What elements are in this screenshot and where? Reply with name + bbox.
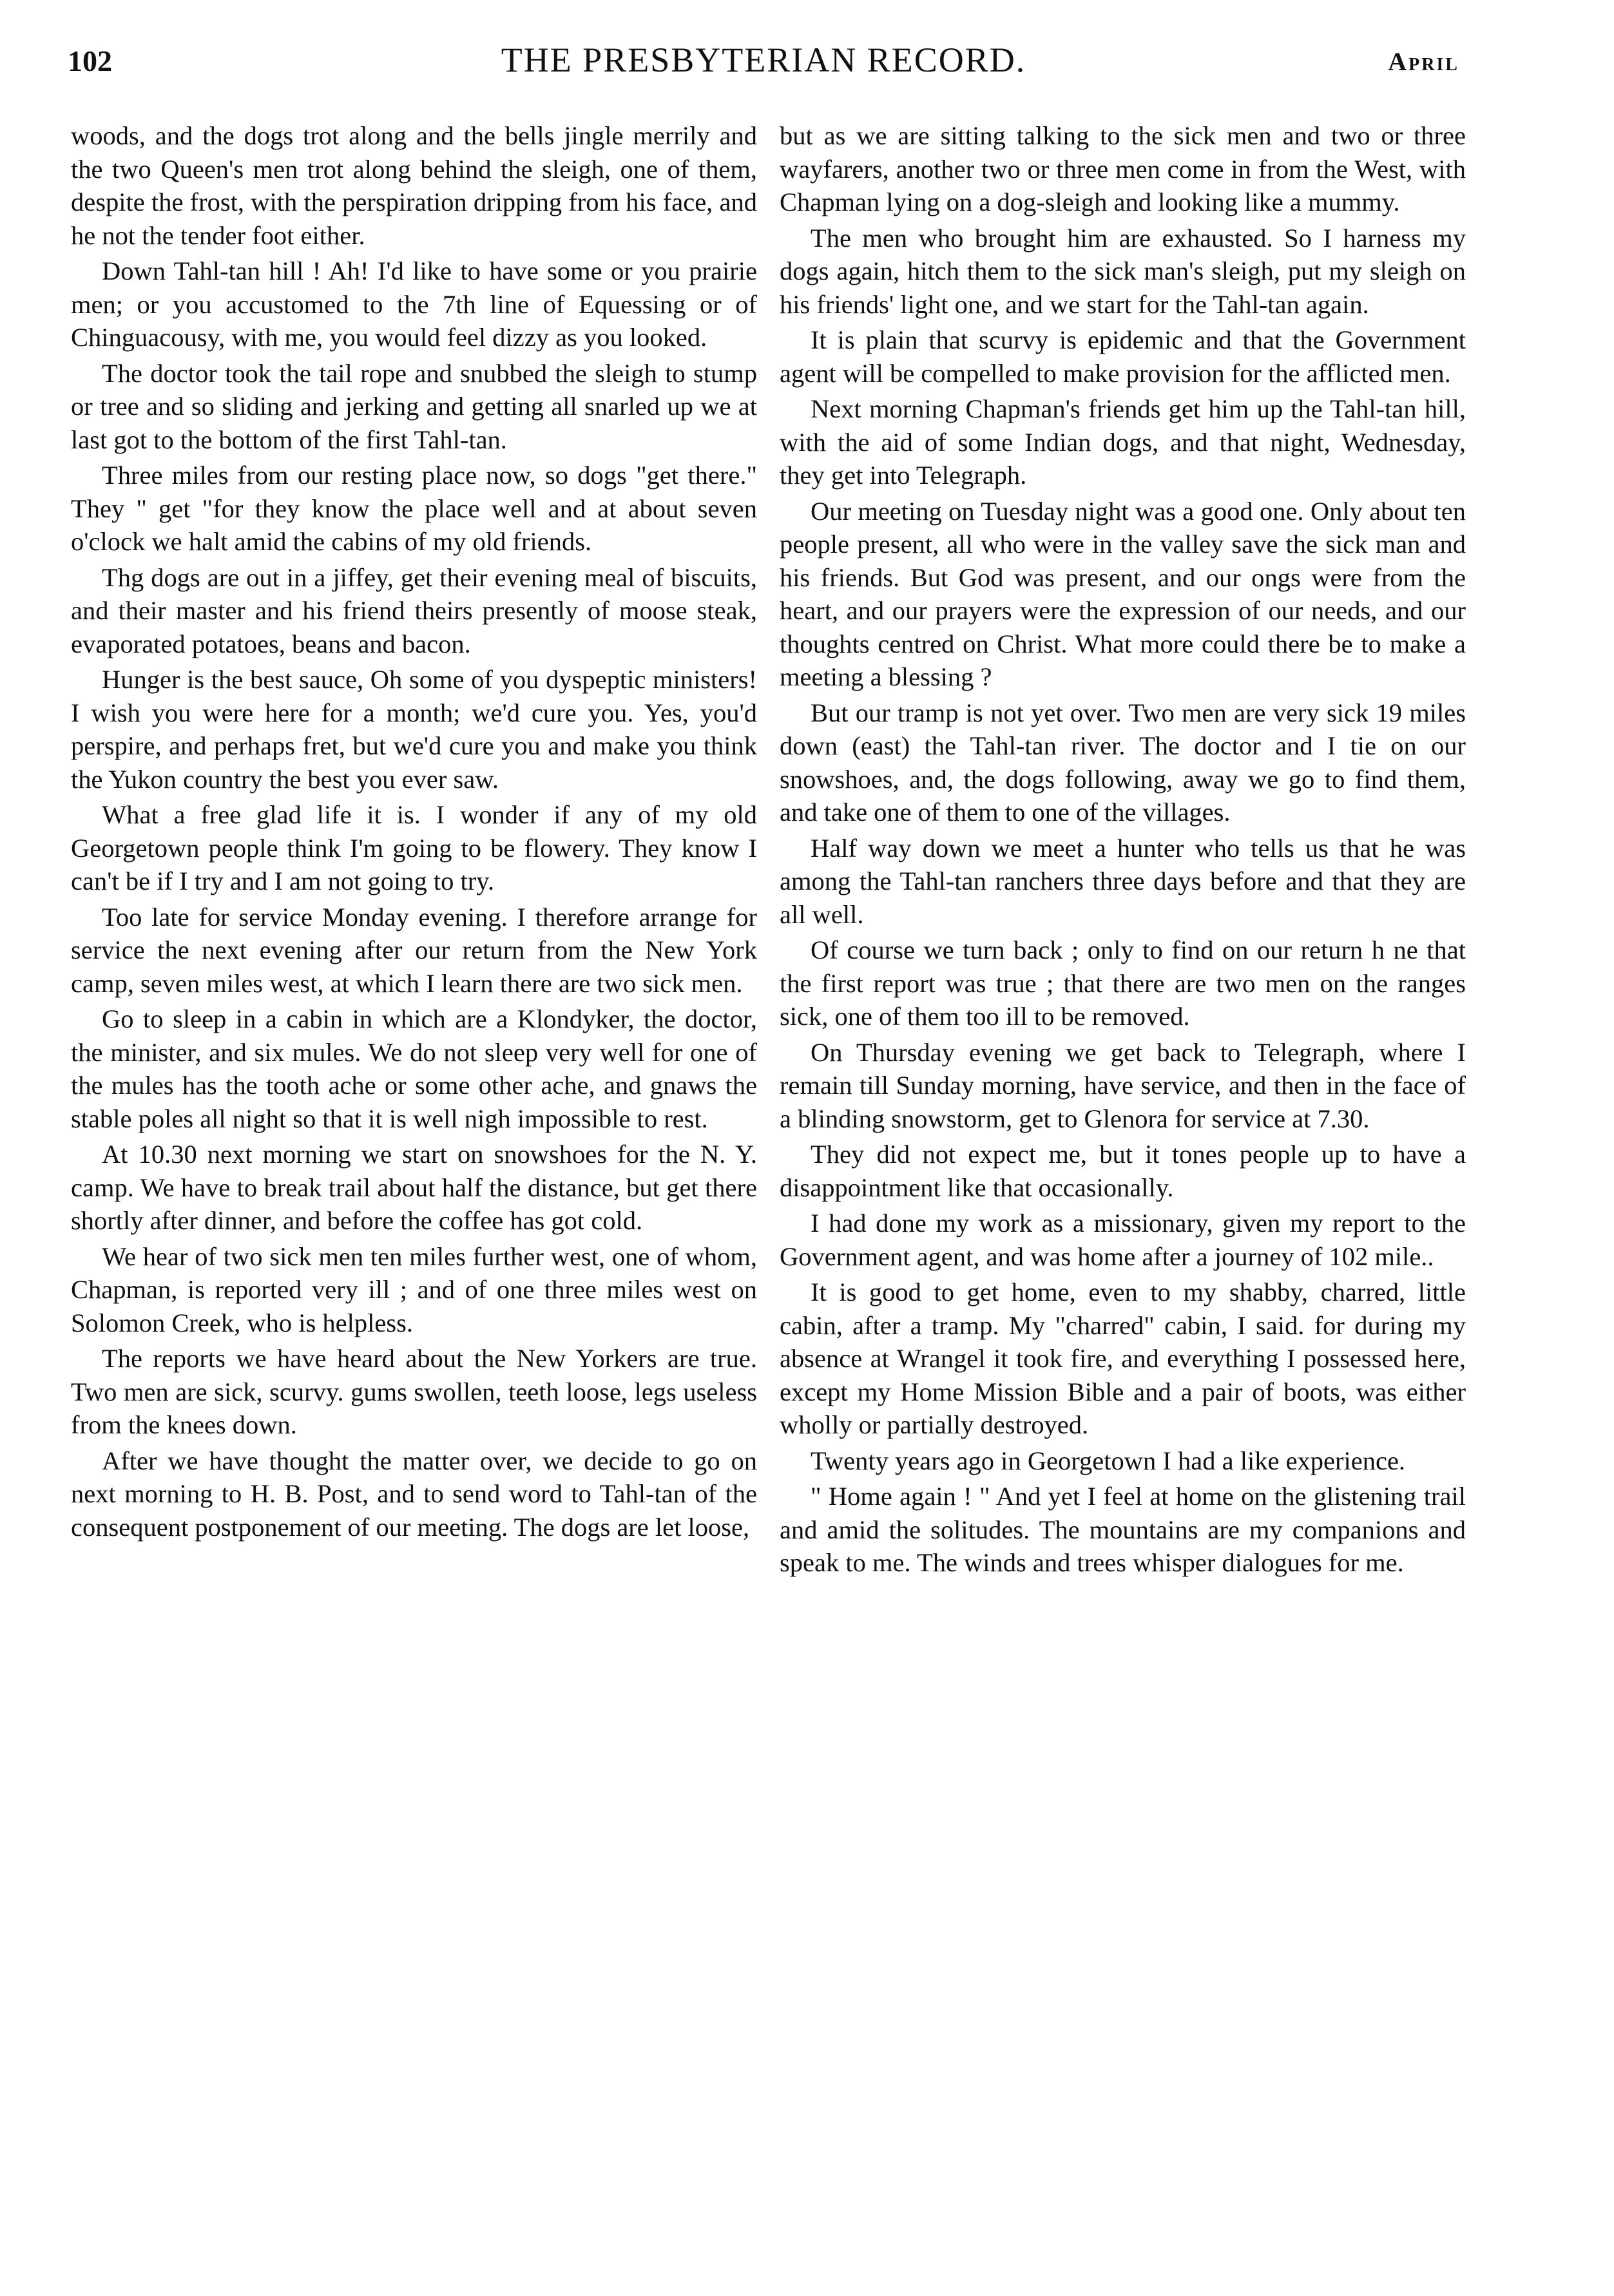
running-title: THE PRESBYTERIAN RECORD.: [501, 41, 1026, 79]
paragraph: Our meeting on Tuesday night was a good one. Only about ten people present, all who were in the valley save the sick man and his friends. But God was present, and our ongs were from the heart, and our prayers were the expression of our needs, and our thoughts centred on Christ. What more could there be to make a meeting a blessing ?: [780, 496, 1466, 691]
page-number: 102: [68, 44, 112, 77]
paragraph: The men who brought him are exhausted. So I harness my dogs again, hitch them to the sick man's sleigh, put my sleigh on his friends' light one, and we start for the Tahl-tan again.: [780, 223, 1466, 319]
paragraph: I had done my work as a missionary, given my report to the Government agent, and was home after a journey of 102 mile..: [780, 1209, 1466, 1271]
paragraph: What a free glad life it is. I wonder if any of my old Georgetown people think I'm going to be flowery. They know I can't be if I try and I am not going to try.: [71, 800, 757, 895]
page-header: [68, 40, 1459, 91]
left-column: [71, 119, 757, 2271]
paragraph: They did not expect me, but it tones people up to have a disappointment like that occasionally.: [780, 1140, 1466, 1202]
paragraph: But our tramp is not yet over. Two men are very sick 19 miles down (east) the Tahl-tan river. The doctor and I tie on our snowshoes, and, the dogs following, away we go to find them, and take one of them to one of the villages.: [780, 698, 1466, 827]
paragraph: Three miles from our resting place now, so dogs "get there." They " get "for they know the place well and at about seven o'clock we halt amid the cabins of my old friends.: [71, 461, 757, 556]
paragraph: Thg dogs are out in a jiffey, get their evening meal of biscuits, and their master and his friend theirs presently of moose steak, evaporated potatoes, beans and bacon.: [71, 562, 757, 658]
paragraph: Hunger is the best sauce, Oh some of you dyspeptic ministers! I wish you were here for a month; we'd cure you. Yes, you'd perspire, and perhaps fret, but we'd cure you and make you think the Yukon country the best you ever saw.: [71, 665, 757, 794]
paragraph: It is good to get home, even to my shabby, charred, little cabin, after a tramp. My "charred" cabin, I said. for during my absence at Wrangel it took fire, and everything I possessed here, except my Home Mission Bible and a pair of boots, was either wholly or partially destroyed.: [780, 1277, 1466, 1439]
paragraph: Too late for service Monday evening. I therefore arrange for service the next evening after our return from the New York camp, seven miles west, at which I learn there are two sick men.: [71, 902, 757, 998]
paragraph: woods, and the dogs trot along and the bells jingle merrily and the two Queen's men trot along behind the sleigh, one of them, despite the frost, with the perspiration dripping from his face, and he not the tender foot either.: [71, 121, 757, 250]
paragraph: The doctor took the tail rope and snubbed the sleigh to stump or tree and so sliding and jerking and getting all snarled up we at last got to the bottom of the first Tahl-tan.: [71, 358, 757, 454]
paragraph: Half way down we meet a hunter who tells us that he was among the Tahl-tan ranchers three days before and that they are all well.: [780, 833, 1466, 929]
paragraph: We hear of two sick men ten miles further west, one of whom, Chapman, is reported very ill ; and of one three miles west on Solomon Creek, who is helpless.: [71, 1241, 757, 1337]
paragraph: At 10.30 next morning we start on snowshoes for the N. Y. camp. We have to break trail about half the distance, but get there shortly after dinner, and before the coffee has got cold.: [71, 1140, 757, 1235]
paragraph: The reports we have heard about the New Yorkers are true. Two men are sick, scurvy. gums swollen, teeth loose, legs useless from the knees down.: [71, 1344, 757, 1439]
paragraph: It is plain that scurvy is epidemic and that the Government agent will be compelled to make provision for the afflicted men.: [780, 325, 1466, 388]
paragraph: but as we are sitting talking to the sick men and two or three wayfarers, another two or three men come in from the West, with Chapman lying on a dog-sleigh and looking like a mummy.: [780, 121, 1466, 216]
issue-month: April: [1388, 47, 1459, 76]
paragraph: After we have thought the matter over, we decide to go on next morning to H. B. Post, and to send word to Tahl-tan of the consequent postponement of our meeting. The dogs are let loose,: [71, 1446, 757, 1542]
paragraph: Down Tahl-tan hill ! Ah! I'd like to have some or you prairie men; or you accustomed to the 7th line of Equessing or of Chinguacousy, with me, you would feel dizzy as you looked.: [71, 256, 757, 352]
paragraph: Twenty years ago in Georgetown I had a like experience.: [811, 1446, 1406, 1475]
paragraph: Next morning Chapman's friends get him up the Tahl-tan hill, with the aid of some Indian dogs, and that night, Wednesday, they get into Telegraph.: [780, 394, 1466, 490]
right-column: [780, 119, 1466, 2271]
paragraph: Of course we turn back ; only to find on our return h ne that the first report was true ; that there are two men on the ranges sick, one of them too ill to be removed.: [780, 935, 1466, 1031]
paragraph: " Home again ! " And yet I feel at home on the glistening trail and amid the solitudes. The mountains are my companions and speak to me. The winds and trees whisper dialogues for me.: [780, 1482, 1466, 1577]
paragraph: On Thursday evening we get back to Telegraph, where I remain till Sunday morning, have service, and then in the face of a blinding snowstorm, get to Glenora for service at 7.30.: [780, 1037, 1466, 1133]
paragraph: Go to sleep in a cabin in which are a Klondyker, the doctor, the minister, and six mules. We do not sleep very well for one of the mules has the tooth ache or some other ache, and gnaws the stable poles all night so that it is well nigh impossible to rest.: [71, 1004, 757, 1133]
